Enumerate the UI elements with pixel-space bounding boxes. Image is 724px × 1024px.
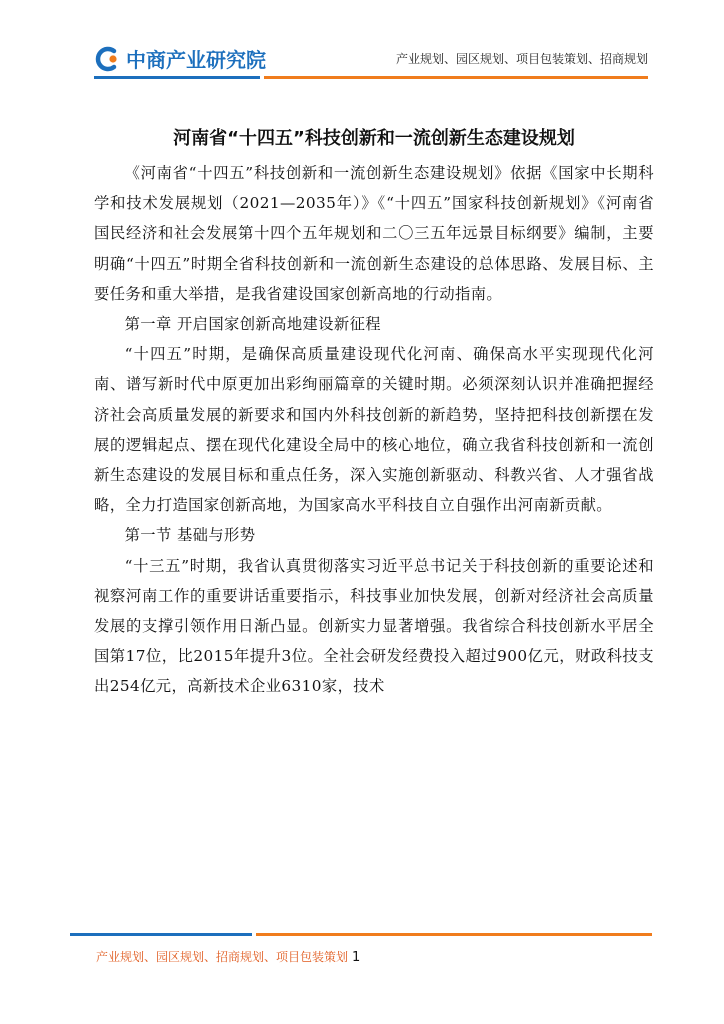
- logo-text: 中商产业研究院: [126, 48, 266, 72]
- section-paragraph: “十三五”时期，我省认真贯彻落实习近平总书记关于科技创新的重要论述和视察河南工作的重要讲话重要指示，科技事业加快发展，创新对经济社会高质量发展的支撑引领作用日渐凸显。创新实力显著增强。我省综合科技创新水平居全国第17位，比2015年提升3位。全社会研发经费投入超过900亿元，财政科技支出254亿元，高新技术企业6310家，技术: [94, 556, 654, 696]
- logo: [94, 44, 266, 73]
- intro-paragraph: 《河南省“十四五”科技创新和一流创新生态建设规划》依据《国家中长期科学和技术发展规划（2021—2035年）》《“十四五”国家科技创新规划》《河南省国民经济和社会发展第十四个五年规划和二〇三五年远景目标纲要》编制，主要明确“十四五”时期全省科技创新和一流创新生态建设的总体思路、发展目标、主要任务和重大举措，是我省建设国家创新高地的行动指南。: [94, 164, 654, 303]
- header-tagline: 产业规划、园区规划、项目包装策划、招商规划: [395, 52, 648, 66]
- footer-tagline: 产业规划、园区规划、招商规划、项目包装策划: [96, 950, 349, 964]
- footer-divider-orange: [256, 933, 652, 936]
- document-title: 河南省“十四五”科技创新和一流创新生态建设规划: [173, 128, 575, 149]
- chapter-heading: 第一章 开启国家创新高地建设新征程: [124, 315, 382, 334]
- header-divider-orange: [264, 76, 648, 79]
- c-shaped-logo-icon: [94, 46, 120, 72]
- section-heading: 第一节 基础与形势: [124, 526, 256, 545]
- footer-divider-blue: [70, 933, 252, 936]
- page-number: 1: [352, 950, 361, 965]
- page-header: [0, 0, 724, 90]
- chapter-paragraph: “十四五”时期，是确保高质量建设现代化河南、确保高水平实现现代化河南、谱写新时代中原更加出彩绚丽篇章的关键时期。必须深刻认识并准确把握经济社会高质量发展的新要求和国内外科技创新的新趋势，坚持把科技创新摆在发展的逻辑起点、摆在现代化建设全局中的核心地位，确立我省科技创新和一流创新生态建设的发展目标和重点任务，深入实施创新驱动、科教兴省、人才强省战略，全力打造国家创新高地，为国家高水平科技自立自强作出河南新贡献。: [94, 345, 654, 515]
- header-divider-blue: [94, 76, 260, 79]
- document-body: [94, 96, 654, 702]
- page-footer: [96, 948, 360, 965]
